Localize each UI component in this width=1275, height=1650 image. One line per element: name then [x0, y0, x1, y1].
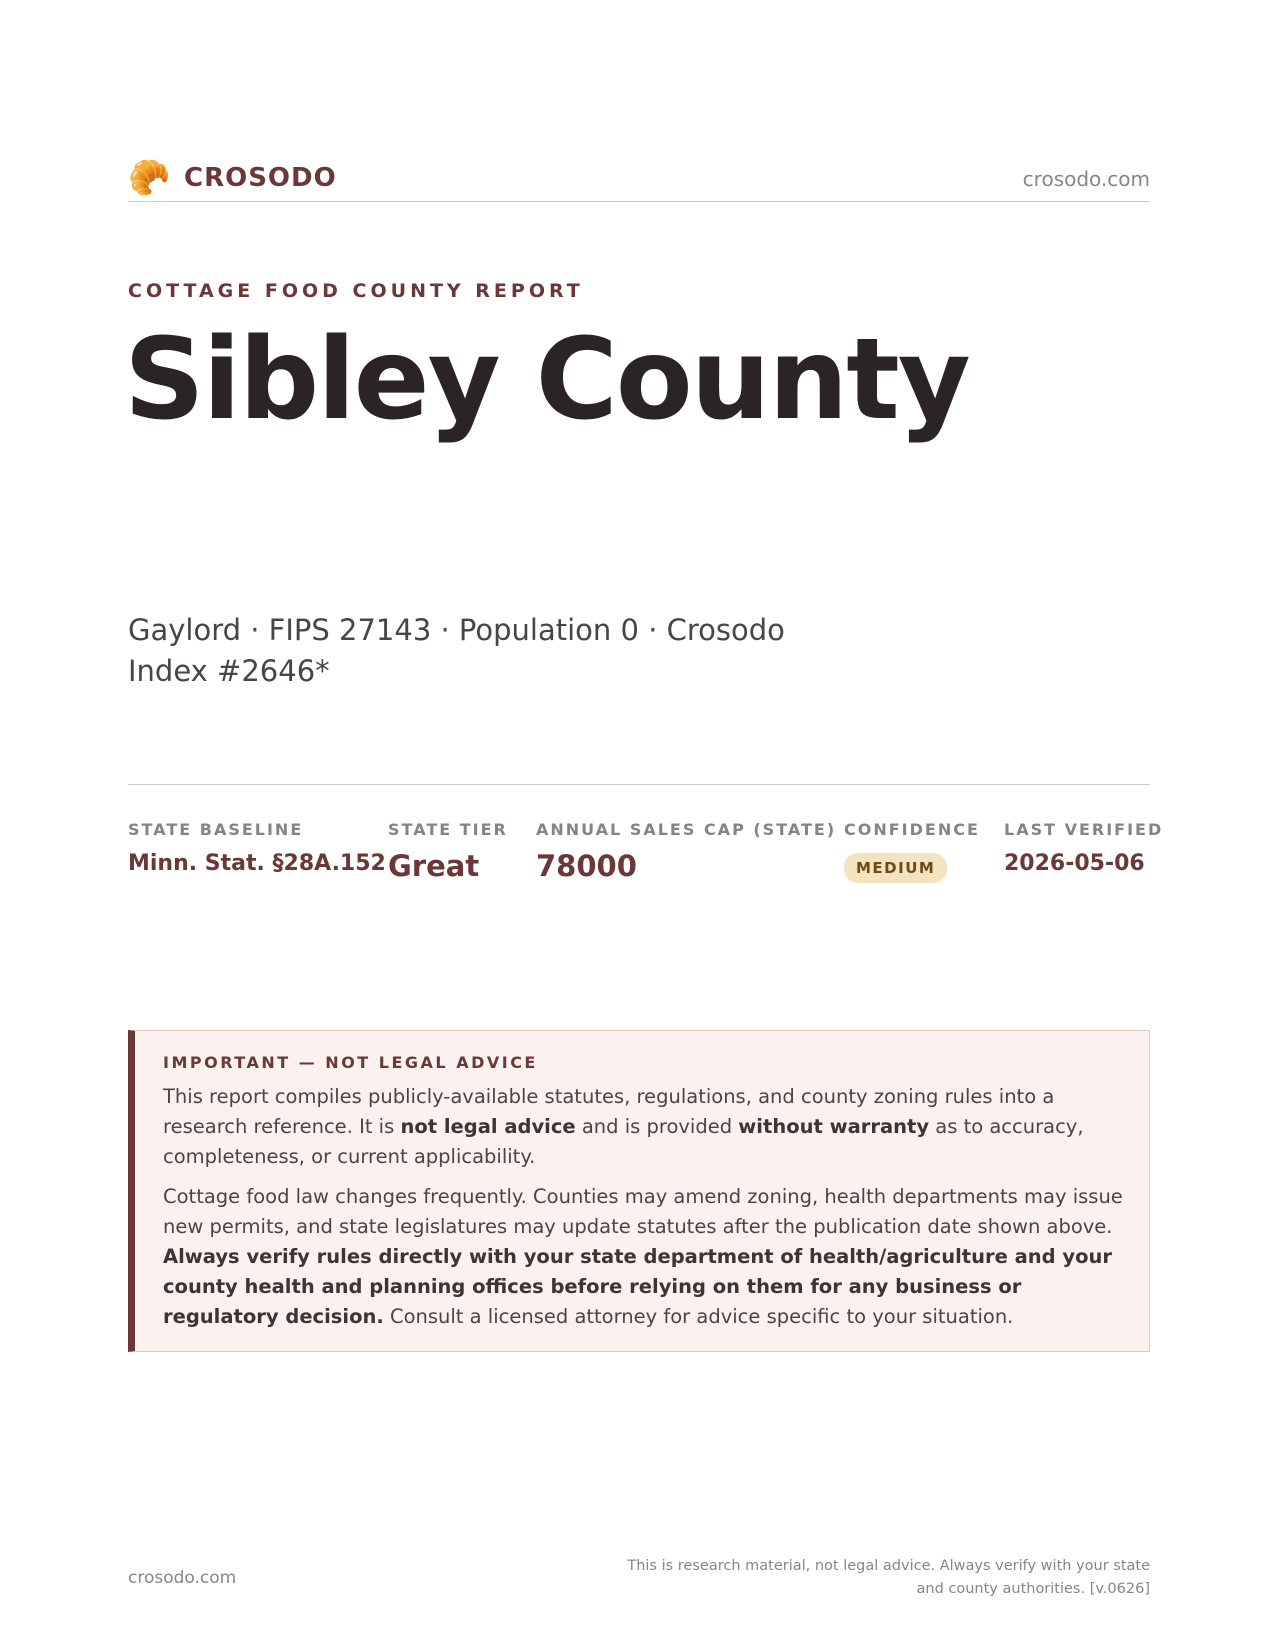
stat-label: STATE BASELINE: [128, 820, 304, 839]
stat-confidence: [844, 820, 980, 883]
stat-value: 2026-05-06: [1004, 851, 1145, 876]
legal-notice: [128, 1030, 1150, 1352]
stat-value: Minn. Stat. §28A.152: [128, 851, 386, 876]
page-title: Sibley County: [124, 315, 969, 445]
notice-text: Cottage food law changes frequently. Counties may amend zoning, health departments may issue new permits, and state legislatures may update statutes after the publication date shown above.: [163, 1185, 1123, 1238]
notice-emphasis: not legal advice: [400, 1115, 576, 1138]
report-subtitle: Gaylord · FIPS 27143 · Population 0 · Crosodo Index #2646*: [128, 613, 785, 688]
stat-label: CONFIDENCE: [844, 820, 980, 839]
notice-text: and is provided: [575, 1115, 739, 1138]
page-header: [128, 155, 1150, 202]
footer-domain-link[interactable]: crosodo.com: [128, 1568, 237, 1588]
stat-label: ANNUAL SALES CAP (STATE): [536, 820, 837, 839]
stat-annual-sales-cap: [536, 820, 836, 883]
notice-paragraph-2: [163, 1182, 1123, 1332]
footer-disclaimer: This is research material, not legal advice. Always verify with your state and county authorities. [v.0626]: [627, 1558, 1150, 1597]
stat-value: Great: [388, 849, 480, 883]
stats-row: [128, 820, 1164, 910]
stat-label: STATE TIER: [388, 820, 508, 839]
stat-label: LAST VERIFIED: [1004, 820, 1164, 839]
notice-emphasis: Always verify rules directly with your state department of health/agriculture and your county health and planning offices before relying on them for any business or regulatory decision.: [163, 1245, 1113, 1328]
report-eyebrow: COTTAGE FOOD COUNTY REPORT: [128, 280, 584, 302]
notice-heading: IMPORTANT — NOT LEGAL ADVICE: [163, 1053, 538, 1072]
croissant-icon: 🥐: [128, 158, 171, 198]
brand[interactable]: [128, 158, 337, 198]
notice-paragraph-1: [163, 1082, 1123, 1172]
stat-value: 78000: [536, 849, 637, 883]
report-page: [124, 0, 1164, 1650]
notice-text: This report compiles publicly-available statutes, regulations, and county zoning rules into a research reference. It is: [163, 1085, 1055, 1138]
confidence-badge: MEDIUM: [844, 853, 947, 883]
notice-emphasis: without warranty: [738, 1115, 930, 1138]
stats-divider: [128, 784, 1150, 785]
brand-name: CROSODO: [184, 163, 337, 193]
notice-text: Consult a licensed attorney for advice specific to your situation.: [383, 1305, 1014, 1328]
notice-text: as to accuracy, completeness, or current applicability.: [163, 1115, 1084, 1168]
stat-state-baseline: [128, 820, 386, 876]
header-domain-link[interactable]: crosodo.com: [1022, 167, 1150, 191]
stat-state-tier: [388, 820, 508, 883]
stat-last-verified: [1004, 820, 1163, 876]
